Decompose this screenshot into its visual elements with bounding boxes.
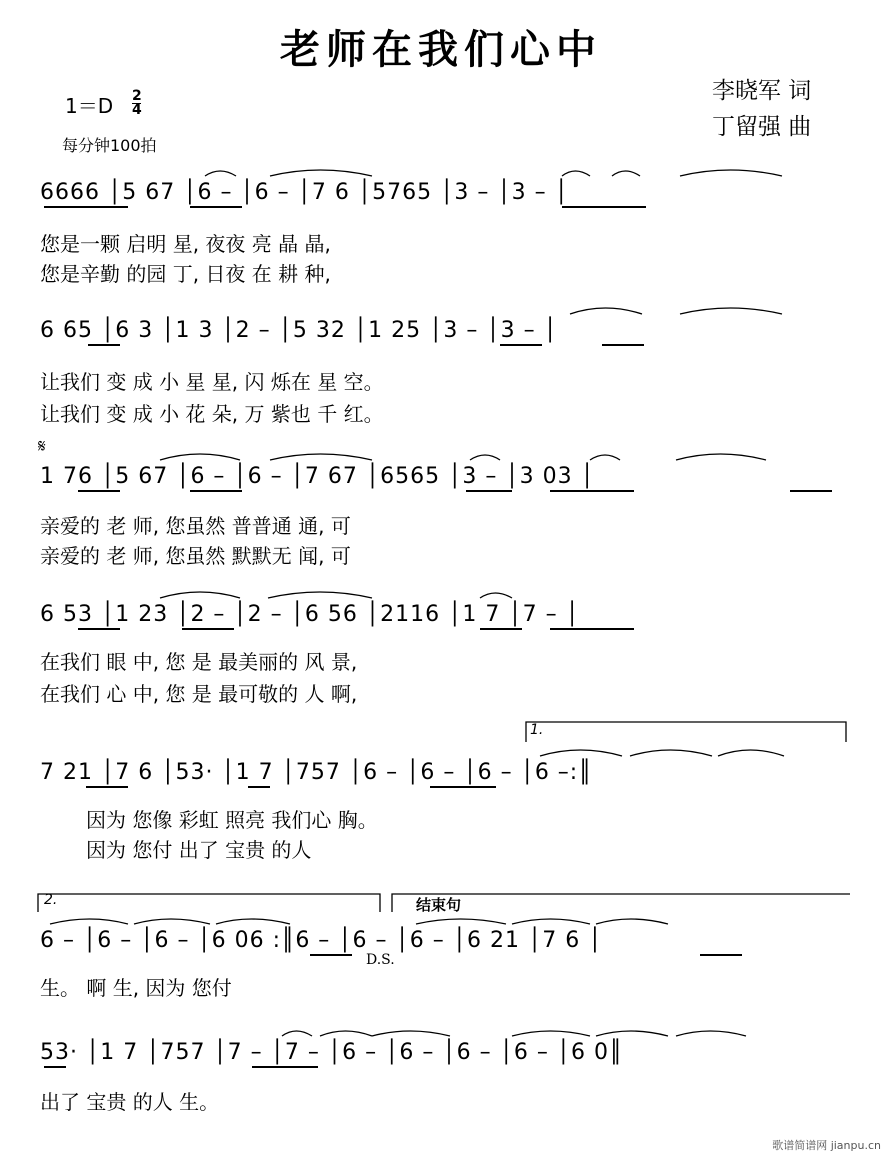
- key-signature: 1＝D: [65, 94, 114, 118]
- lyric-row-4-verse-1: 在我们 眼 中, 您 是 最美丽的 风 景,: [40, 650, 358, 674]
- lyric-row-2-verse-2: 让我们 变 成 小 花 朵, 万 紫也 千 红。: [40, 402, 384, 426]
- notation-row-4: 6 53 │1 23 │2 – │2 – │6 56 │2116 │1 7 │7 – │: [40, 602, 580, 627]
- lyric-row-5-verse-2: 因为 您付 出了 宝贵 的人: [86, 838, 312, 862]
- time-signature: 2 4: [132, 88, 142, 118]
- notation-row-3: 1 76 │5 67 │6 – │6 – │7 67 │6565 │3 – │3 03 │: [40, 464, 595, 489]
- tempo-marking: 每分钟100拍: [62, 136, 157, 155]
- notation-row-5: 7 21 │7 6 │53· │1 7 │757 │6 – │6 – │6 – │6 –:║: [40, 760, 593, 785]
- notation-row-7: 53· │1 7 │757 │7 – │7 – │6 – │6 – │6 – │6 – │6 0║: [40, 1040, 624, 1065]
- slur: [205, 171, 236, 176]
- lyric-row-1-verse-2: 您是辛勤 的园 丁, 日夜 在 耕 种,: [40, 262, 331, 286]
- notation-row-1: 6666 │5 67 │6 – │6 – │7 6 │5765 │3 – │3 – │: [40, 180, 569, 205]
- notation-row-6: 6 – │6 – │6 – │6 06 :║6 – │6 – │6 – │6 21 │7 6 │: [40, 928, 603, 953]
- lyric-row-6: 生。 啊 生, 因为 您付: [40, 976, 232, 1000]
- lyric-row-5-verse-1: 因为 您像 彩虹 照亮 我们心 胸。: [86, 808, 378, 832]
- tie: [270, 170, 372, 176]
- notation-row-2: 6 65 │6 3 │1 3 │2 – │5 32 │1 25 │3 – │3 – │: [40, 318, 558, 343]
- composer-credit: 丁留强 曲: [712, 114, 812, 140]
- site-watermark: 歌谱简谱网 jianpu.cn: [772, 1139, 881, 1152]
- ds-marking: D.S.: [366, 952, 395, 968]
- volta-2-label: 2.: [44, 892, 58, 908]
- lyric-row-3-verse-2: 亲爱的 老 师, 您虽然 默默无 闻, 可: [40, 544, 351, 568]
- lyric-row-7: 出了 宝贵 的人 生。: [40, 1090, 220, 1114]
- lyric-row-1-verse-1: 您是一颗 启明 星, 夜夜 亮 晶 晶,: [40, 232, 331, 256]
- lyric-row-3-verse-1: 亲爱的 老 师, 您虽然 普普通 通, 可: [40, 514, 351, 538]
- ending-label: 结束句: [416, 896, 462, 914]
- volta-1-label: 1.: [530, 722, 544, 738]
- lyric-row-2-verse-1: 让我们 变 成 小 星 星, 闪 烁在 星 空。: [40, 370, 384, 394]
- segno-sign: 𝄋: [38, 436, 46, 457]
- song-title: 老师在我们心中: [280, 27, 602, 73]
- lyricist-credit: 李晓军 词: [712, 78, 812, 104]
- lyric-row-4-verse-2: 在我们 心 中, 您 是 最可敬的 人 啊,: [40, 682, 358, 706]
